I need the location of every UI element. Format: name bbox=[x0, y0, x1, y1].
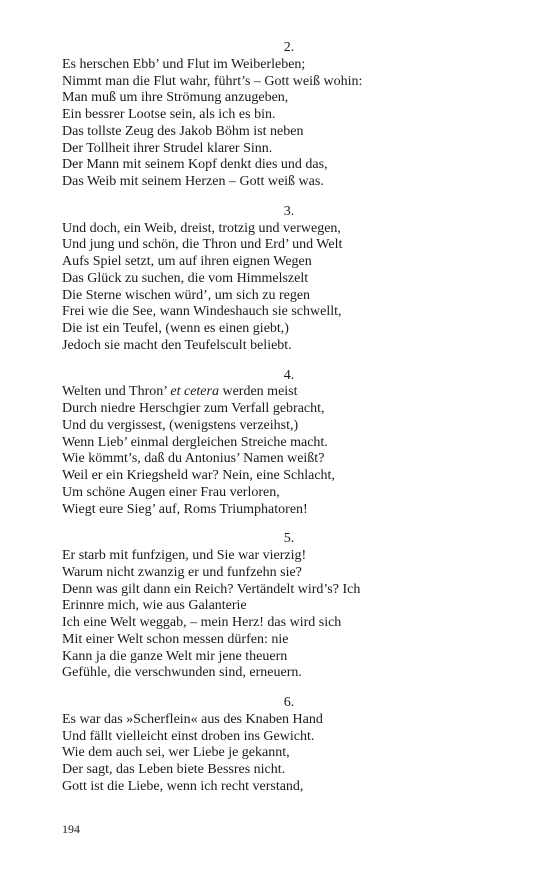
stanza-number: 3. bbox=[283, 203, 295, 219]
verse-line: Die Sterne wischen würd’, um sich zu regen bbox=[62, 287, 311, 303]
stanza-6 bbox=[62, 695, 502, 796]
verse-line: Das tollste Zeug des Jakob Böhm ist neben bbox=[62, 123, 304, 139]
verse-line: Kann ja die ganze Welt mir jene theuern bbox=[62, 648, 288, 664]
italic-phrase: et cetera bbox=[170, 384, 219, 400]
verse-line: Erinnre mich, wie aus Galanterie bbox=[62, 598, 247, 614]
poem-page bbox=[62, 40, 502, 809]
stanza-5 bbox=[62, 531, 502, 682]
verse-line: Und fällt vielleicht einst droben ins Gewicht. bbox=[62, 728, 315, 744]
verse-line: Und du vergissest, (wenigstens verzeihst,) bbox=[62, 417, 299, 433]
stanza-3 bbox=[62, 204, 502, 355]
verse-line: Der Mann mit seinem Kopf denkt dies und das, bbox=[62, 157, 328, 173]
verse-line: Gott ist die Liebe, wenn ich recht verstand, bbox=[62, 778, 304, 794]
verse-line: Wie kömmt’s, daß du Antonius’ Namen weißt? bbox=[62, 451, 325, 467]
verse-line: Jedoch sie macht den Teufelscult beliebt. bbox=[62, 337, 292, 353]
verse-line: Warum nicht zwanzig er und funfzehn sie? bbox=[62, 564, 302, 580]
stanza-number: 4. bbox=[283, 367, 295, 383]
verse-line: Es war das »Scherflein« aus des Knaben Hand bbox=[62, 711, 323, 727]
verse-line-with-italic bbox=[62, 384, 502, 401]
verse-line: Wiegt eure Sieg’ auf, Roms Triumphatoren! bbox=[62, 501, 308, 517]
page-number: 194 bbox=[62, 822, 80, 836]
verse-line: Wie dem auch sei, wer Liebe je gekannt, bbox=[62, 745, 290, 761]
verse-line: Gefühle, die verschwunden sind, erneuern. bbox=[62, 665, 302, 681]
verse-line: Ich eine Welt weggab, – mein Herz! das wird sich bbox=[62, 615, 342, 631]
verse-line: Ein bessrer Lootse sein, als ich es bin. bbox=[62, 107, 276, 123]
verse-line: Die ist ein Teufel, (wenn es einen giebt,) bbox=[62, 321, 289, 337]
verse-line: Und doch, ein Weib, dreist, trotzig und verwegen, bbox=[62, 220, 341, 236]
stanza-number: 2. bbox=[283, 40, 295, 55]
stanza-4 bbox=[62, 368, 502, 519]
verse-line: Nimmt man die Flut wahr, führt’s – Gott weiß wohin: bbox=[62, 73, 363, 89]
verse-text: werden meist bbox=[218, 384, 298, 400]
verse-line: Weil er ein Kriegsheld war? Nein, eine Schlacht, bbox=[62, 468, 335, 484]
verse-line: Es herschen Ebb’ und Flut im Weiberleben; bbox=[62, 56, 306, 72]
verse-line: Das Weib mit seinem Herzen – Gott weiß was. bbox=[62, 174, 324, 190]
verse-line: Man muß um ihre Strömung anzugeben, bbox=[62, 90, 289, 106]
verse-line: Frei wie die See, wann Windeshauch sie schwellt, bbox=[62, 304, 342, 320]
verse-line: Und jung und schön, die Thron und Erd’ und Welt bbox=[62, 237, 343, 253]
stanza-number: 6. bbox=[283, 695, 295, 711]
verse-line: Um schöne Augen einer Frau verloren, bbox=[62, 484, 280, 500]
verse-line: Mit einer Welt schon messen dürfen: nie bbox=[62, 631, 289, 647]
stanza-2 bbox=[62, 40, 502, 191]
verse-line: Der Tollheit ihrer Strudel klarer Sinn. bbox=[62, 140, 273, 156]
verse-text: Welten und Thron’ bbox=[62, 384, 171, 400]
verse-line: Wenn Lieb’ einmal dergleichen Streiche macht. bbox=[62, 434, 328, 450]
stanza-number: 5. bbox=[283, 531, 295, 547]
verse-line: Der sagt, das Leben biete Bessres nicht. bbox=[62, 762, 286, 778]
verse-line: Denn was gilt dann ein Reich? Vertändelt wird’s? Ich bbox=[62, 581, 361, 597]
verse-line: Das Glück zu suchen, die vom Himmelszelt bbox=[62, 270, 309, 286]
verse-line: Aufs Spiel setzt, um auf ihren eignen Wegen bbox=[62, 254, 312, 270]
verse-line: Er starb mit funfzigen, und Sie war vierzig! bbox=[62, 548, 307, 564]
verse-line: Durch niedre Herschgier zum Verfall gebracht, bbox=[62, 401, 325, 417]
